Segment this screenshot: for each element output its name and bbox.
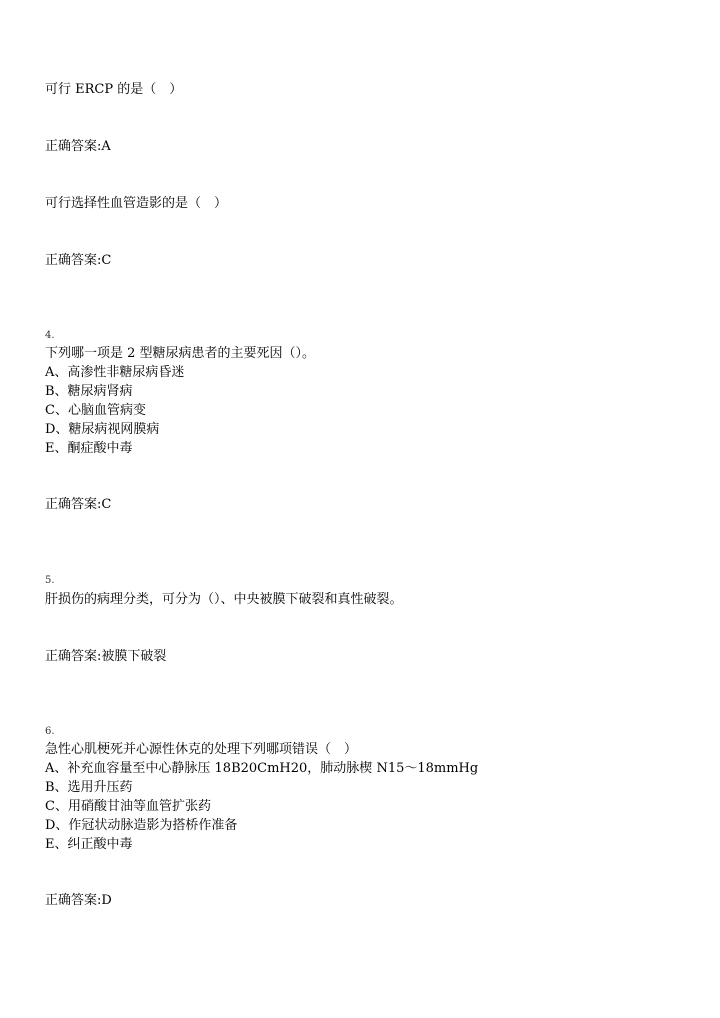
question-text: 下列哪一项是 2 型糖尿病患者的主要死因（）。: [45, 346, 316, 361]
question-text: 可行选择性血管造影的是（ ）: [45, 196, 228, 211]
option-c: C、用硝酸甘油等血管扩张药: [45, 799, 211, 814]
question-number: 5.: [45, 575, 55, 586]
option-b: B、选用升压药: [45, 780, 133, 795]
answer-text: 正确答案:D: [45, 893, 112, 908]
question-text: 可行 ERCP 的是（ ）: [45, 82, 183, 97]
option-a: A、高渗性非糖尿病昏迷: [45, 365, 185, 380]
option-b: B、糖尿病肾病: [45, 384, 133, 399]
option-e: E、酮症酸中毒: [45, 441, 133, 456]
option-d: D、作冠状动脉造影为搭桥作准备: [45, 818, 238, 833]
answer-text: 正确答案:被膜下破裂: [45, 649, 167, 664]
option-e: E、纠正酸中毒: [45, 837, 133, 852]
option-a: A、补充血容量至中心静脉压 18B20CmH20，肺动脉楔 N15～18mmHg: [45, 761, 479, 776]
answer-text: 正确答案:C: [45, 497, 112, 512]
answer-text: 正确答案:C: [45, 253, 112, 268]
question-text: 急性心肌梗死并心源性休克的处理下列哪项错误（ ）: [45, 742, 358, 757]
question-number: 6.: [45, 726, 55, 737]
option-d: D、糖尿病视网膜病: [45, 422, 160, 437]
answer-text: 正确答案:A: [45, 139, 111, 154]
option-c: C、心脑血管病变: [45, 403, 146, 418]
question-number: 4.: [45, 330, 55, 341]
question-text: 肝损伤的病理分类，可分为（）、中央被膜下破裂和真性破裂。: [45, 592, 403, 607]
